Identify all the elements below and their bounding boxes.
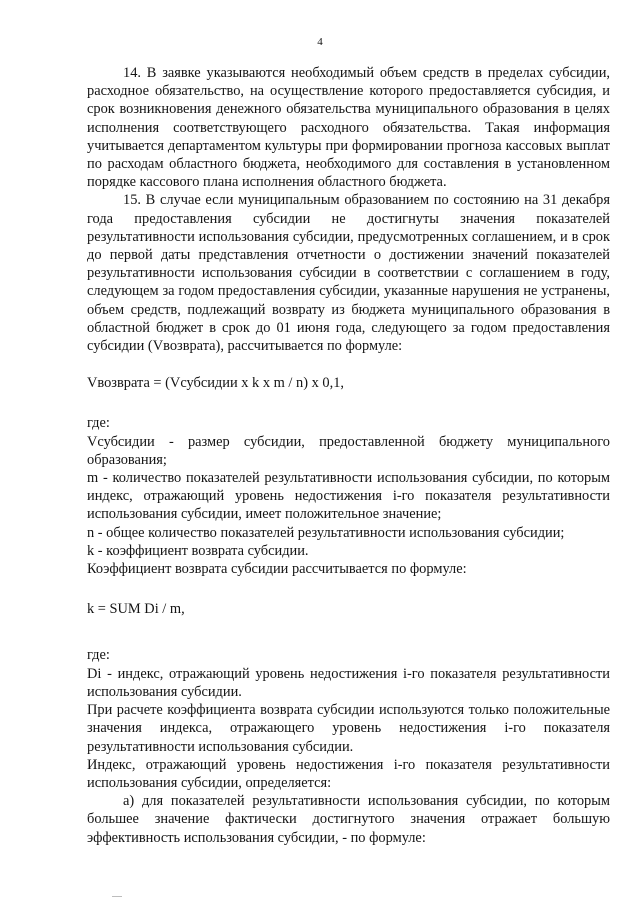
where-label-2: где:	[87, 647, 110, 664]
paragraph-15: 15. В случае если муниципальным образованием по состоянию на 31 декабря года предоставления субсидии не достигнуты значения показателей результативности использования субсидии, предусмотренных соглашением, и в срок до первой даты представления отчетности о достижении значений показателей результативности использования субсидии в соответствии с соглашением в году, следующем за годом предоставления субсидии, указанные нарушения не устранены, объем средств, подлежащий возврату из бюджета муниципального образования в областной бюджет в срок до 01 июня года, следующего за годом предоставления субсидии (Vвозврата), рассчитывается по формуле:	[87, 192, 610, 355]
coefficient-intro: Коэффициент возврата субсидии рассчитывается по формуле:	[87, 561, 467, 578]
formula-coefficient: k = SUM Di / m,	[87, 601, 185, 618]
index-intro: Индекс, отражающий уровень недостижения i-го показателя результативности использования субсидии, определяется:	[87, 756, 610, 791]
scan-mark	[112, 896, 122, 897]
page-number: 4	[317, 36, 323, 48]
definition-n: n - общее количество показателей результативности использования субсидии;	[87, 524, 565, 541]
document-body	[87, 64, 610, 847]
definition-v-subsidy: Vсубсидии - размер субсидии, предоставленной бюджету муниципального образования;	[87, 433, 610, 468]
where-label: где:	[87, 415, 110, 432]
definition-k: k - коэффициент возврата субсидии.	[87, 542, 309, 559]
definition-di: Di - индекс, отражающий уровень недостижения i-го показателя результативности использования субсидии.	[87, 665, 610, 700]
formula-return-volume: Vвозврата = (Vсубсидии x k x m / n) x 0,1,	[87, 375, 344, 392]
definition-m: m - количество показателей результативности использования субсидии, по которым индекс, отражающий уровень недостижения i-го показателя результативности использования субсидии, имеет положительное значение;	[87, 470, 610, 523]
paragraph-14: 14. В заявке указываются необходимый объем средств в пределах субсидии, расходное обязательство, на осуществление которого предоставляется субсидия, и срок возникновения денежного обязательства муниципального образования в целях исполнения соответствующего расходного обязательства. Такая информация учитывается департаментом культуры при формировании прогноза кассовых выплат по расходам областного бюджета, необходимого для составления в установленном порядке кассового плана исполнения областного бюджета.	[87, 65, 610, 191]
item-a: а) для показателей результативности использования субсидии, по которым большее значение фактически достигнутого значения отражает большую эффективность использования субсидии, - по формуле:	[87, 793, 610, 846]
calculation-note: При расчете коэффициента возврата субсидии используются только положительные значения индекса, отражающего уровень недостижения i-го показателя результативности использования субсидии.	[87, 702, 610, 755]
